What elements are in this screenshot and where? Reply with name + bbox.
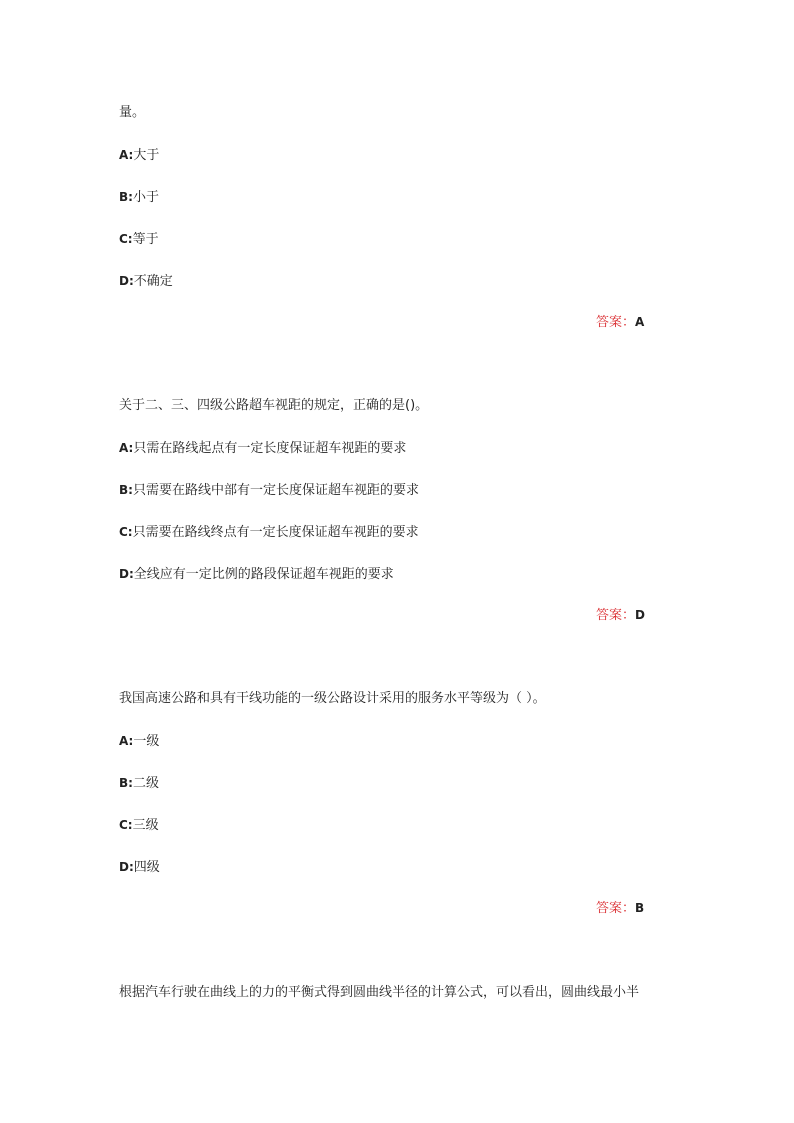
option-c: [119, 816, 159, 835]
answer-label: 答案：: [596, 901, 636, 916]
option-d: [119, 565, 394, 584]
option-text: 等于: [132, 232, 159, 247]
option-c: [119, 230, 159, 249]
option-text: 大于: [133, 148, 160, 163]
option-text: 全线应有一定比例的路段保证超车视距的要求: [133, 567, 394, 582]
option-letter: C:: [119, 818, 133, 832]
answer-label: 答案：: [596, 608, 636, 623]
option-a: [119, 439, 406, 458]
option-text: 三级: [132, 818, 159, 833]
option-letter: D:: [119, 860, 134, 874]
option-letter: D:: [119, 567, 134, 581]
answer-line: [596, 313, 644, 332]
option-letter: C:: [119, 525, 133, 539]
question-stem: 我国高速公路和具有干线功能的一级公路设计采用的服务水平等级为（ ）。: [119, 691, 546, 706]
option-letter: A:: [119, 441, 134, 455]
option-text: 一级: [133, 734, 160, 749]
option-text: 只需要在路线中部有一定长度保证超车视距的要求: [132, 483, 419, 498]
answer-value: D: [635, 608, 645, 622]
option-letter: D:: [119, 274, 134, 288]
option-letter: A:: [119, 148, 134, 162]
option-letter: B:: [119, 776, 133, 790]
answer-value: B: [635, 901, 645, 915]
option-c: [119, 523, 419, 542]
option-letter: B:: [119, 190, 133, 204]
option-text: 四级: [133, 860, 160, 875]
answer-value: A: [635, 315, 645, 329]
option-letter: A:: [119, 734, 134, 748]
option-b: [119, 774, 159, 793]
option-text: 二级: [132, 776, 159, 791]
option-d: [119, 272, 173, 291]
option-text: 只需在路线起点有一定长度保证超车视距的要求: [133, 441, 407, 456]
answer-label: 答案：: [596, 315, 636, 330]
option-text: 只需要在路线终点有一定长度保证超车视距的要求: [132, 525, 419, 540]
option-text: 小于: [132, 190, 159, 205]
option-a: [119, 732, 159, 751]
option-a: [119, 146, 159, 165]
option-letter: C:: [119, 232, 133, 246]
question-stem: 关于二、三、四级公路超车视距的规定，正确的是()。: [119, 398, 429, 413]
answer-line: [596, 899, 644, 918]
option-b: [119, 188, 159, 207]
question-stem: 根据汽车行驶在曲线上的力的平衡式得到圆曲线半径的计算公式，可以看出，圆曲线最小半: [119, 985, 640, 1000]
option-letter: B:: [119, 483, 133, 497]
option-text: 不确定: [133, 274, 173, 289]
question-stem-tail: 量。: [119, 105, 146, 120]
option-d: [119, 858, 160, 877]
option-b: [119, 481, 419, 500]
answer-line: [596, 606, 645, 625]
